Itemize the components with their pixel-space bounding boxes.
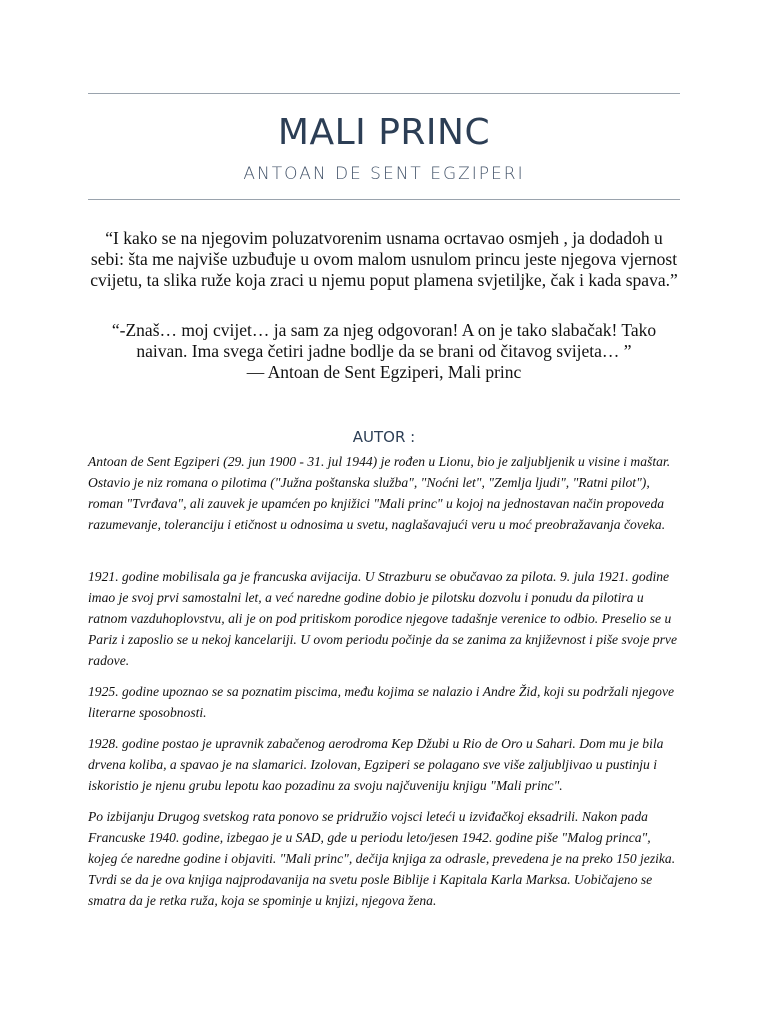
quote-second-block — [88, 320, 680, 383]
paragraph: 1921. godine mobilisala ga je francuska avijacija. U Strazburu se obučavao za pilota. 9. jula 1921. godine imao je svoj prvi samostalni let, a već naredne godine dobio je pilotsku dozvolu i ponudu da pilotira u ratnom vazduhoplovstvu, ali je on pod pritiskom porodice njegove tadašnje verenice to odbio. Preselio se u Pariz i zaposlio se u nekoj kancelariji. U ovom periodu počinje da se zanima za književnost i piše svoje prve radove. — [88, 569, 677, 668]
quote-first: “I kako se na njegovim poluzatvorenim usnama ocrtavao osmjeh , ja dodadoh u sebi: šta me najviše uzbuđuje u ovom malom usnulom princu jeste njegova vjernost cvijetu, ta slika ruže koja zraci u njemu poput plamena svjetiljke, čak i kada spava.” — [90, 228, 678, 290]
paragraph: Po izbijanju Drugog svetskog rata ponovo se pridružio vojsci leteći u izviđačkoj eksadrili. Nakon pada Francuske 1940. godine, izbegao je u SAD, gde u periodu leto/jesen 1942. godine piše "Malog princa", kojeg će naredne godine i objaviti. "Mali princ", dečija knjiga za odrasle, prevedena je na preko 150 jezika. Tvrdi se da je ova knjiga najprodavanija na svetu posle Biblije i Kapitala Karla Marksa. Uobičajeno se smatra da je retka ruža, koja se spominje u knjizi, njegova žena. — [88, 809, 676, 908]
quote-second: “-Znaš… moj cvijet… ja sam za njeg odgovoran! A on je tako slabačak! Tako naivan. Ima svega četiri jadne bodlje da se brani od čitavog svijeta… ” — [111, 320, 657, 361]
document-title: MALI PRINC — [277, 112, 491, 153]
bottom-divider — [88, 199, 680, 200]
paragraph: Antoan de Sent Egziperi (29. jun 1900 - 31. jul 1944) je rođen u Lionu, bio je zaljubljenik u visine i maštar. Ostavio je niz romana o pilotima ("Južna poštanska služba", "Noćni let", "Zemlja ljudi", "Ratni pilot"), roman "Tvrđava", ali zauvek je upamćen po knjižici "Mali princ" u kojoj na jednostavan način propoveda razumevanje, toleranciju i etičnost u odnosima u svetu, naglašavajući veru u moć preobražavanja čoveka. — [88, 454, 671, 532]
top-divider — [88, 93, 680, 94]
document-subtitle: ANTOAN DE SENT EGZIPERI — [243, 164, 525, 184]
section-heading-author: AUTOR : — [352, 428, 416, 446]
quote-attribution: ― Antoan de Sent Egziperi, Mali princ — [246, 362, 522, 382]
paragraph: 1928. godine postao je upravnik zabačenog aerodroma Kep Džubi u Rio de Oro u Sahari. Dom mu je bila drvena koliba, a spavao je na slamarici. Izolovan, Egziperi se polagano sve više zaljubljivao u pustinju i iskoristio je njenu grubu lepotu kao pozadinu za svoju najčuveniju knjigu "Mali princ". — [88, 736, 664, 793]
paragraph: 1925. godine upoznao se sa poznatim piscima, među kojima se nalazio i Andre Žid, koji su podržali njegove literarne sposobnosti. — [88, 684, 675, 720]
